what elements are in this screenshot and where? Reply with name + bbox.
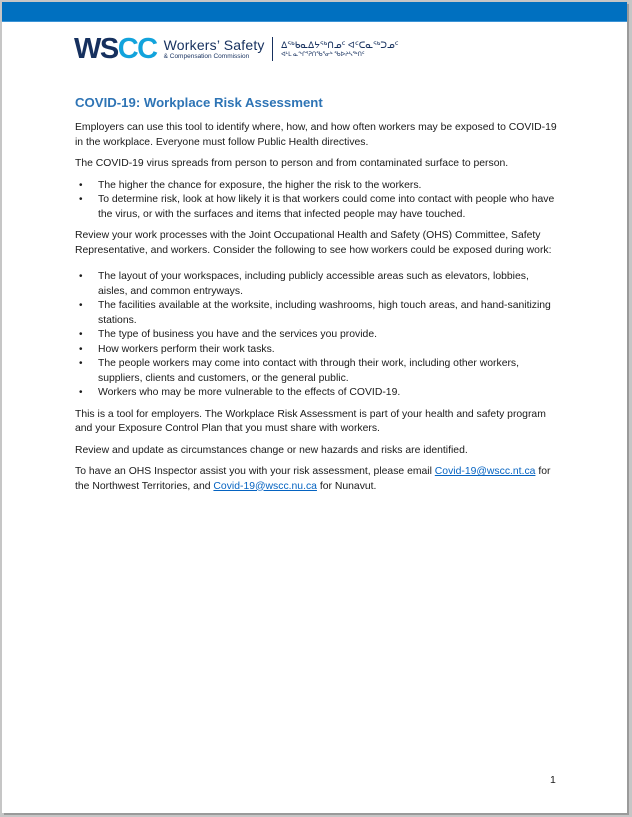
list-item: • The higher the chance for exposure, the higher the risk to the workers.: [98, 179, 559, 194]
logo-syllabics-line2: ᐊᒻᒪ ᓇᖏᕐᕈᑎᖃᕐᓂᒃ ᖃᐅᔨᓴᖅᑎᑦ: [281, 51, 365, 58]
email-link-nunavut[interactable]: Covid-19@wscc.nu.ca: [213, 480, 317, 492]
logo-name-main: Workers’ Safety: [163, 36, 265, 53]
spread-emphasis-surface: contaminated surface to person: [359, 158, 506, 169]
update-paragraph: Review and update as circumstances change or new hazards and risks are identified.: [75, 444, 468, 456]
contact-paragraph: To have an OHS Inspector assist you with your risk assessment, please email Covid-19@wscc.nt.ca for the Northwest Territories, and Covid-19@wscc.nu.ca for Nunavut.: [75, 466, 551, 492]
logo-name-sub: & Compensation Commission: [163, 52, 250, 60]
list-item: • The people workers may come into contact with through their work, including other workers, suppliers, clients and customers, or the general public.: [98, 357, 559, 386]
intro-paragraph: Employers can use this tool to identify where, how, and how often workers may be exposed to COVID-19 in the workplace. Everyone must follow Public Health directives.: [75, 122, 557, 148]
spread-emphasis-person: person to person: [234, 158, 313, 169]
tool-paragraph: This is a tool for employers. The Workplace Risk Assessment is part of your health and safety program and your Exposure Control Plan that you must share with workers.: [75, 408, 546, 434]
logo-syllabics: [281, 39, 398, 60]
risk-bullet-list: [75, 179, 559, 223]
consider-bullet-list: [75, 270, 559, 401]
spread-paragraph: The COVID-19 virus spreads from person to person and from contaminated surface to person.: [75, 158, 509, 169]
list-item: • The layout of your workspaces, including publicly accessible areas such as elevators, lobbies, aisles, and common entryways.: [98, 270, 559, 299]
document-page: [2, 2, 627, 813]
logo-syllabics-line1: ᐃᖅᑲᓇᐃᔭᖅᑎᓄᑦ ᐊᑦᑕᓇᖅᑐᓄᑦ: [281, 39, 399, 50]
logo-acronym: WSCC: [74, 33, 157, 65]
review-paragraph: Review your work processes with the Joint Occupational Health and Safety (OHS) Committee, Safety Representative, and workers. Consider the following to see how workers could be exposed during work:: [75, 230, 552, 256]
logo-divider: [272, 37, 274, 61]
wscc-logo: [74, 34, 399, 64]
page-number: 1: [550, 774, 556, 786]
document-title: COVID-19: Workplace Risk Assessment: [75, 95, 323, 110]
logo-name: [164, 38, 265, 61]
header-color-bar: [2, 2, 627, 22]
list-item: • How workers perform their work tasks.: [98, 343, 559, 358]
list-item: • Workers who may be more vulnerable to the effects of COVID-19.: [98, 386, 559, 401]
document-body: [75, 94, 559, 501]
email-link-nwt[interactable]: Covid-19@wscc.nt.ca: [434, 466, 536, 477]
list-item: • The type of business you have and the services you provide.: [98, 328, 559, 343]
list-item: • To determine risk, look at how likely it is that workers could come into contact with people who have the virus, or with the surfaces and items that infected people may have touched.: [98, 193, 559, 222]
list-item: • The facilities available at the worksite, including washrooms, high touch areas, and hand-sanitizing stations.: [98, 299, 559, 328]
